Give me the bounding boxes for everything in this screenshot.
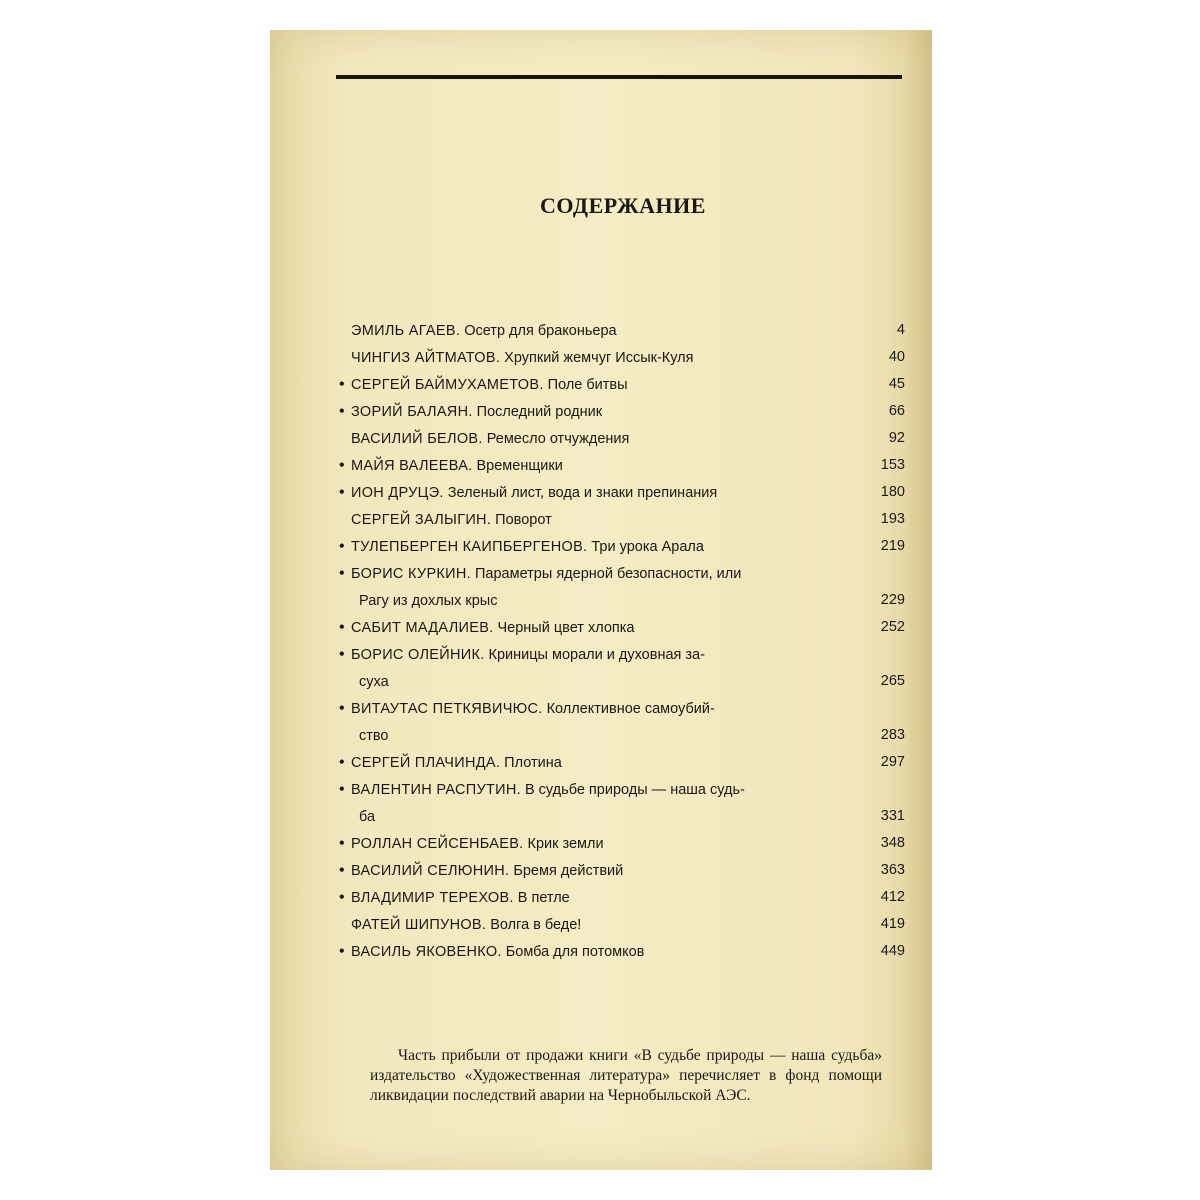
- toc-author: ВАСИЛЬ ЯКОВЕНКО.: [351, 944, 502, 960]
- toc-entry: [339, 506, 905, 533]
- toc-page-number: 412: [880, 889, 905, 905]
- new-work-marker: •: [339, 403, 345, 420]
- toc-entry: [339, 695, 905, 749]
- toc-work-title: Крик земли: [527, 836, 604, 852]
- toc-work-title: Параметры ядерной безопасности, или: [475, 566, 742, 582]
- contents-title: СОДЕРЖАНИЕ: [540, 193, 706, 218]
- toc-entry-text: [339, 425, 851, 453]
- toc-entry-text: [339, 506, 851, 534]
- toc-entry: [339, 938, 905, 965]
- toc-page-number: 252: [880, 619, 905, 635]
- toc-entry: [339, 425, 905, 452]
- toc-page-number: 449: [880, 943, 905, 959]
- toc-entry-text: [339, 317, 851, 345]
- toc-work-title-continuation: Рагу из дохлых крыс: [359, 593, 498, 609]
- charity-note: Часть прибыли от продажи книги «В судьбе природы — наша судьба» издательство «Художественная литература» перечисляет в фонд помощи ликвидации последствий аварии на Чернобыльской АЭС.: [370, 1047, 882, 1104]
- toc-page-number: 45: [888, 376, 905, 392]
- toc-entry-text: [339, 776, 851, 831]
- toc-page-number: 419: [880, 916, 905, 932]
- toc-entry: [339, 830, 905, 857]
- toc-page-number: 363: [880, 862, 905, 878]
- toc-entry-text: [339, 830, 851, 858]
- toc-entry: [339, 776, 905, 830]
- toc-entry-text: [339, 911, 851, 939]
- toc-page-number: 283: [880, 727, 905, 743]
- toc-author: ВЛАДИМИР ТЕРЕХОВ.: [351, 890, 514, 906]
- toc-work-title: Три урока Арала: [591, 539, 704, 555]
- toc-entry-text: [339, 695, 851, 750]
- toc-entry-text: [339, 857, 851, 885]
- toc-page-number: 229: [880, 592, 905, 608]
- toc-work-title: Временщики: [476, 458, 563, 474]
- toc-work-title: Ремесло отчуждения: [486, 431, 630, 447]
- toc-entry: [339, 398, 905, 425]
- toc-work-title: Коллективное самоубий-: [546, 701, 715, 717]
- toc-entry-text: [339, 749, 851, 777]
- toc-page-number: 153: [880, 457, 905, 473]
- toc-work-title: Криницы морали и духовная за-: [488, 647, 705, 663]
- toc-entry: [339, 479, 905, 506]
- toc-entry-text: [339, 560, 851, 615]
- toc-work-title-continuation: суха: [359, 674, 389, 690]
- toc-author: ВАЛЕНТИН РАСПУТИН.: [351, 782, 521, 798]
- toc-entry: [339, 857, 905, 884]
- toc-entry-text: [339, 371, 851, 399]
- toc-entry-text: [339, 533, 851, 561]
- new-work-marker: •: [339, 943, 345, 960]
- new-work-marker: •: [339, 565, 345, 582]
- new-work-marker: •: [339, 538, 345, 555]
- toc-work-title: Осетр для браконьера: [464, 323, 617, 339]
- toc-author: ЧИНГИЗ АЙТМАТОВ.: [351, 350, 501, 366]
- toc-entry-text: [339, 641, 851, 696]
- toc-author: СЕРГЕЙ ЗАЛЫГИН.: [351, 512, 492, 528]
- toc-entry: [339, 371, 905, 398]
- toc-author: САБИТ МАДАЛИЕВ.: [351, 620, 494, 636]
- toc-page-number: 348: [880, 835, 905, 851]
- new-work-marker: •: [339, 889, 345, 906]
- new-work-marker: •: [339, 619, 345, 636]
- toc-entry: [339, 452, 905, 479]
- toc-entry-text: [339, 884, 851, 912]
- toc-work-title: Поле битвы: [547, 377, 628, 393]
- toc-work-title: Волга в беде!: [490, 917, 582, 933]
- toc-author: СЕРГЕЙ ПЛАЧИНДА.: [351, 755, 501, 771]
- table-of-contents: [339, 317, 905, 965]
- toc-page-number: 331: [880, 808, 905, 824]
- toc-entry: [339, 317, 905, 344]
- toc-entry-text: [339, 614, 851, 642]
- toc-author: ВАСИЛИЙ СЕЛЮНИН.: [351, 863, 510, 879]
- toc-author: ВАСИЛИЙ БЕЛОВ.: [351, 431, 483, 447]
- new-work-marker: •: [339, 700, 345, 717]
- toc-entry: [339, 533, 905, 560]
- toc-page-number: 4: [896, 322, 905, 338]
- toc-author: РОЛЛАН СЕЙСЕНБАЕВ.: [351, 836, 524, 852]
- toc-author: СЕРГЕЙ БАЙМУХАМЕТОВ.: [351, 377, 544, 393]
- toc-author: ИОН ДРУЦЭ.: [351, 485, 444, 501]
- toc-entry-text: [339, 479, 851, 507]
- toc-page-number: 180: [880, 484, 905, 500]
- toc-work-title: Хрупкий жемчуг Иссык-Куля: [504, 350, 694, 366]
- book-page: [270, 30, 932, 1170]
- toc-entry-text: [339, 398, 851, 426]
- toc-page-number: 92: [888, 430, 905, 446]
- header-rule: [336, 75, 902, 79]
- toc-entry: [339, 641, 905, 695]
- toc-author: ФАТЕЙ ШИПУНОВ.: [351, 917, 487, 933]
- toc-page-number: 40: [888, 349, 905, 365]
- toc-entry-text: [339, 938, 851, 966]
- new-work-marker: •: [339, 862, 345, 879]
- toc-entry-text: [339, 344, 851, 372]
- toc-work-title: Поворот: [495, 512, 552, 528]
- toc-author: ЗОРИЙ БАЛАЯН.: [351, 404, 473, 420]
- toc-work-title: Бомба для потомков: [505, 944, 645, 960]
- toc-work-title: В петле: [517, 890, 570, 906]
- toc-work-title: Плотина: [504, 755, 562, 771]
- new-work-marker: •: [339, 835, 345, 852]
- toc-work-title-continuation: ство: [359, 728, 389, 744]
- toc-entry: [339, 614, 905, 641]
- toc-work-title: Зеленый лист, вода и знаки препинания: [447, 485, 718, 501]
- toc-entry: [339, 884, 905, 911]
- toc-page-number: 193: [880, 511, 905, 527]
- new-work-marker: •: [339, 484, 345, 501]
- toc-author: ВИТАУТАС ПЕТКЯВИЧЮС.: [351, 701, 543, 717]
- new-work-marker: •: [339, 754, 345, 771]
- toc-author: БОРИС ОЛЕЙНИК.: [351, 647, 485, 663]
- toc-page-number: 265: [880, 673, 905, 689]
- toc-work-title: В судьбе природы — наша судь-: [524, 782, 745, 798]
- toc-entry: [339, 749, 905, 776]
- toc-page-number: 297: [880, 754, 905, 770]
- toc-work-title-continuation: ба: [359, 809, 376, 825]
- toc-page-number: 219: [880, 538, 905, 554]
- new-work-marker: •: [339, 376, 345, 393]
- toc-author: ТУЛЕПБЕРГЕН КАИПБЕРГЕНОВ.: [351, 539, 588, 555]
- toc-entry: [339, 911, 905, 938]
- new-work-marker: •: [339, 457, 345, 474]
- toc-work-title: Бремя действий: [513, 863, 624, 879]
- toc-author: ЭМИЛЬ АГАЕВ.: [351, 323, 461, 339]
- new-work-marker: •: [339, 646, 345, 663]
- toc-entry: [339, 344, 905, 371]
- toc-author: БОРИС КУРКИН.: [351, 566, 471, 582]
- toc-page-number: 66: [888, 403, 905, 419]
- toc-work-title: Черный цвет хлопка: [497, 620, 635, 636]
- toc-entry-text: [339, 452, 851, 480]
- toc-work-title: Последний родник: [476, 404, 603, 420]
- toc-author: МАЙЯ ВАЛЕЕВА.: [351, 458, 473, 474]
- new-work-marker: •: [339, 781, 345, 798]
- toc-entry: [339, 560, 905, 614]
